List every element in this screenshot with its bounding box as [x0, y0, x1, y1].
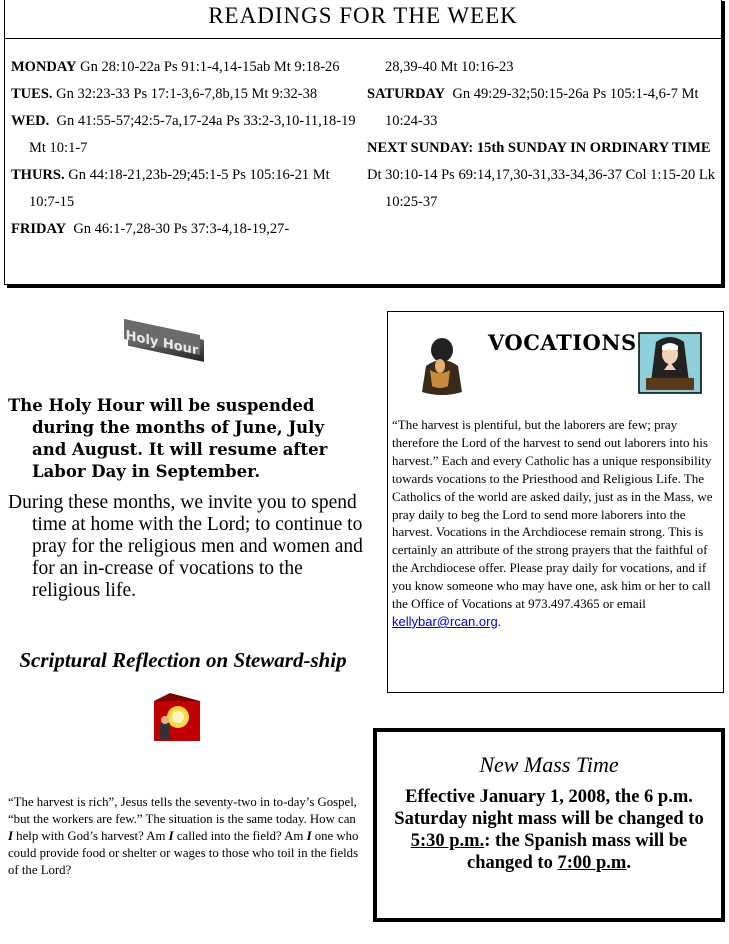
reading-next-sunday: NEXT SUNDAY: 15th SUNDAY IN ORDINARY TIME — [367, 140, 711, 156]
mass-time-title: New Mass Time — [479, 752, 619, 777]
harvest-icon — [148, 693, 202, 743]
reading-sunday-refs: Dt 30:10-14 Ps 69:14,17,30-31,33-34,36-37 Col 1:15-20 Lk 10:25-37 — [367, 167, 715, 210]
vocations-email-link[interactable]: kellybar@rcan.org — [392, 613, 498, 629]
reading-thursday: THURS. Gn 44:18-21,23b-29;45:1-5 Ps 105:16-21 Mt 10:7-15 — [11, 167, 330, 210]
holy-hour-section — [8, 395, 363, 602]
vocations-title: VOCATIONS — [488, 330, 637, 355]
scriptural-title: Scriptural Reflection on Steward-ship — [19, 648, 347, 672]
holy-hour-notice: The Holy Hour will be suspended during the months of June, July and August. It will resume after Labor Day in September. — [8, 396, 328, 481]
mass-time-body: Effective January 1, 2008, the 6 p.m. Saturday night mass will be changed to 5:30 p.m.: the Spanish mass will be changed to 7:00 p.m. — [394, 787, 704, 873]
scriptural-body: “The harvest is rich”, Jesus tells the seventy-two in to-day’s Gospel, “but the workers are few.” The situation is the same today. How can I help with God’s harvest? Am I called into the field? Am I one who could provide food or shelter or wages to those who toil in the fields of the Lord? — [8, 795, 359, 877]
holy-hour-logo-text: Holy Hour — [125, 328, 199, 359]
readings-right-column — [367, 54, 719, 216]
vocations-body: “The harvest is plentiful, but the laborers are few; pray therefore the Lord of the harvest to send out laborers into his harvest.” Each and every Catholic has a unique responsibility towards vocations to the Priesthood and Religious Life. The Catholics of the world are asked daily, just as in the Mass, we pray daily to beg the Lord to send more laborers into the harvest. Vocations in the Archdiocese remain strong. This is certainly an attribute of the strong prayers that the faithful of the Archdiocese offer. Please pray daily for vocations, and if you know someone who may have one, ask him or her to call the Office of Vocations at 973.497.4365 or email kellybar@rcan.org. — [392, 417, 713, 629]
holy-hour-logo — [120, 312, 212, 362]
mass-time-box — [373, 728, 725, 922]
holy-hour-body: During these months, we invite you to spend time at home with the Lord; to continue to pray for the religious men and women and for an in-crease of vocations to the religious life. — [8, 492, 363, 601]
nun-praying-icon — [638, 332, 702, 394]
readings-left-column — [11, 54, 356, 243]
reading-friday-cont: 28,39-40 Mt 10:16-23 — [385, 59, 514, 75]
readings-title: READINGS FOR THE WEEK — [5, 0, 721, 39]
reading-friday: FRIDAY Gn 46:1-7,28-30 Ps 37:3-4,18-19,27- — [11, 221, 290, 237]
reading-wednesday: WED. Gn 41:55-57;42:5-7a,17-24a Ps 33:2-3,10-11,18-19 Mt 10:1-7 — [11, 113, 356, 156]
reading-saturday: SATURDAY Gn 49:29-32;50:15-26a Ps 105:1-4,6-7 Mt 10:24-33 — [367, 86, 699, 129]
praying-figure-icon — [412, 336, 470, 398]
reading-monday: MONDAY Gn 28:10-22a Ps 91:1-4,14-15ab Mt 9:18-26 — [11, 59, 340, 75]
readings-box — [4, 0, 722, 285]
reading-tuesday: TUES. Gn 32:23-33 Ps 17:1-3,6-7,8b,15 Mt 9:32-38 — [11, 86, 318, 102]
vocations-box — [387, 311, 724, 693]
